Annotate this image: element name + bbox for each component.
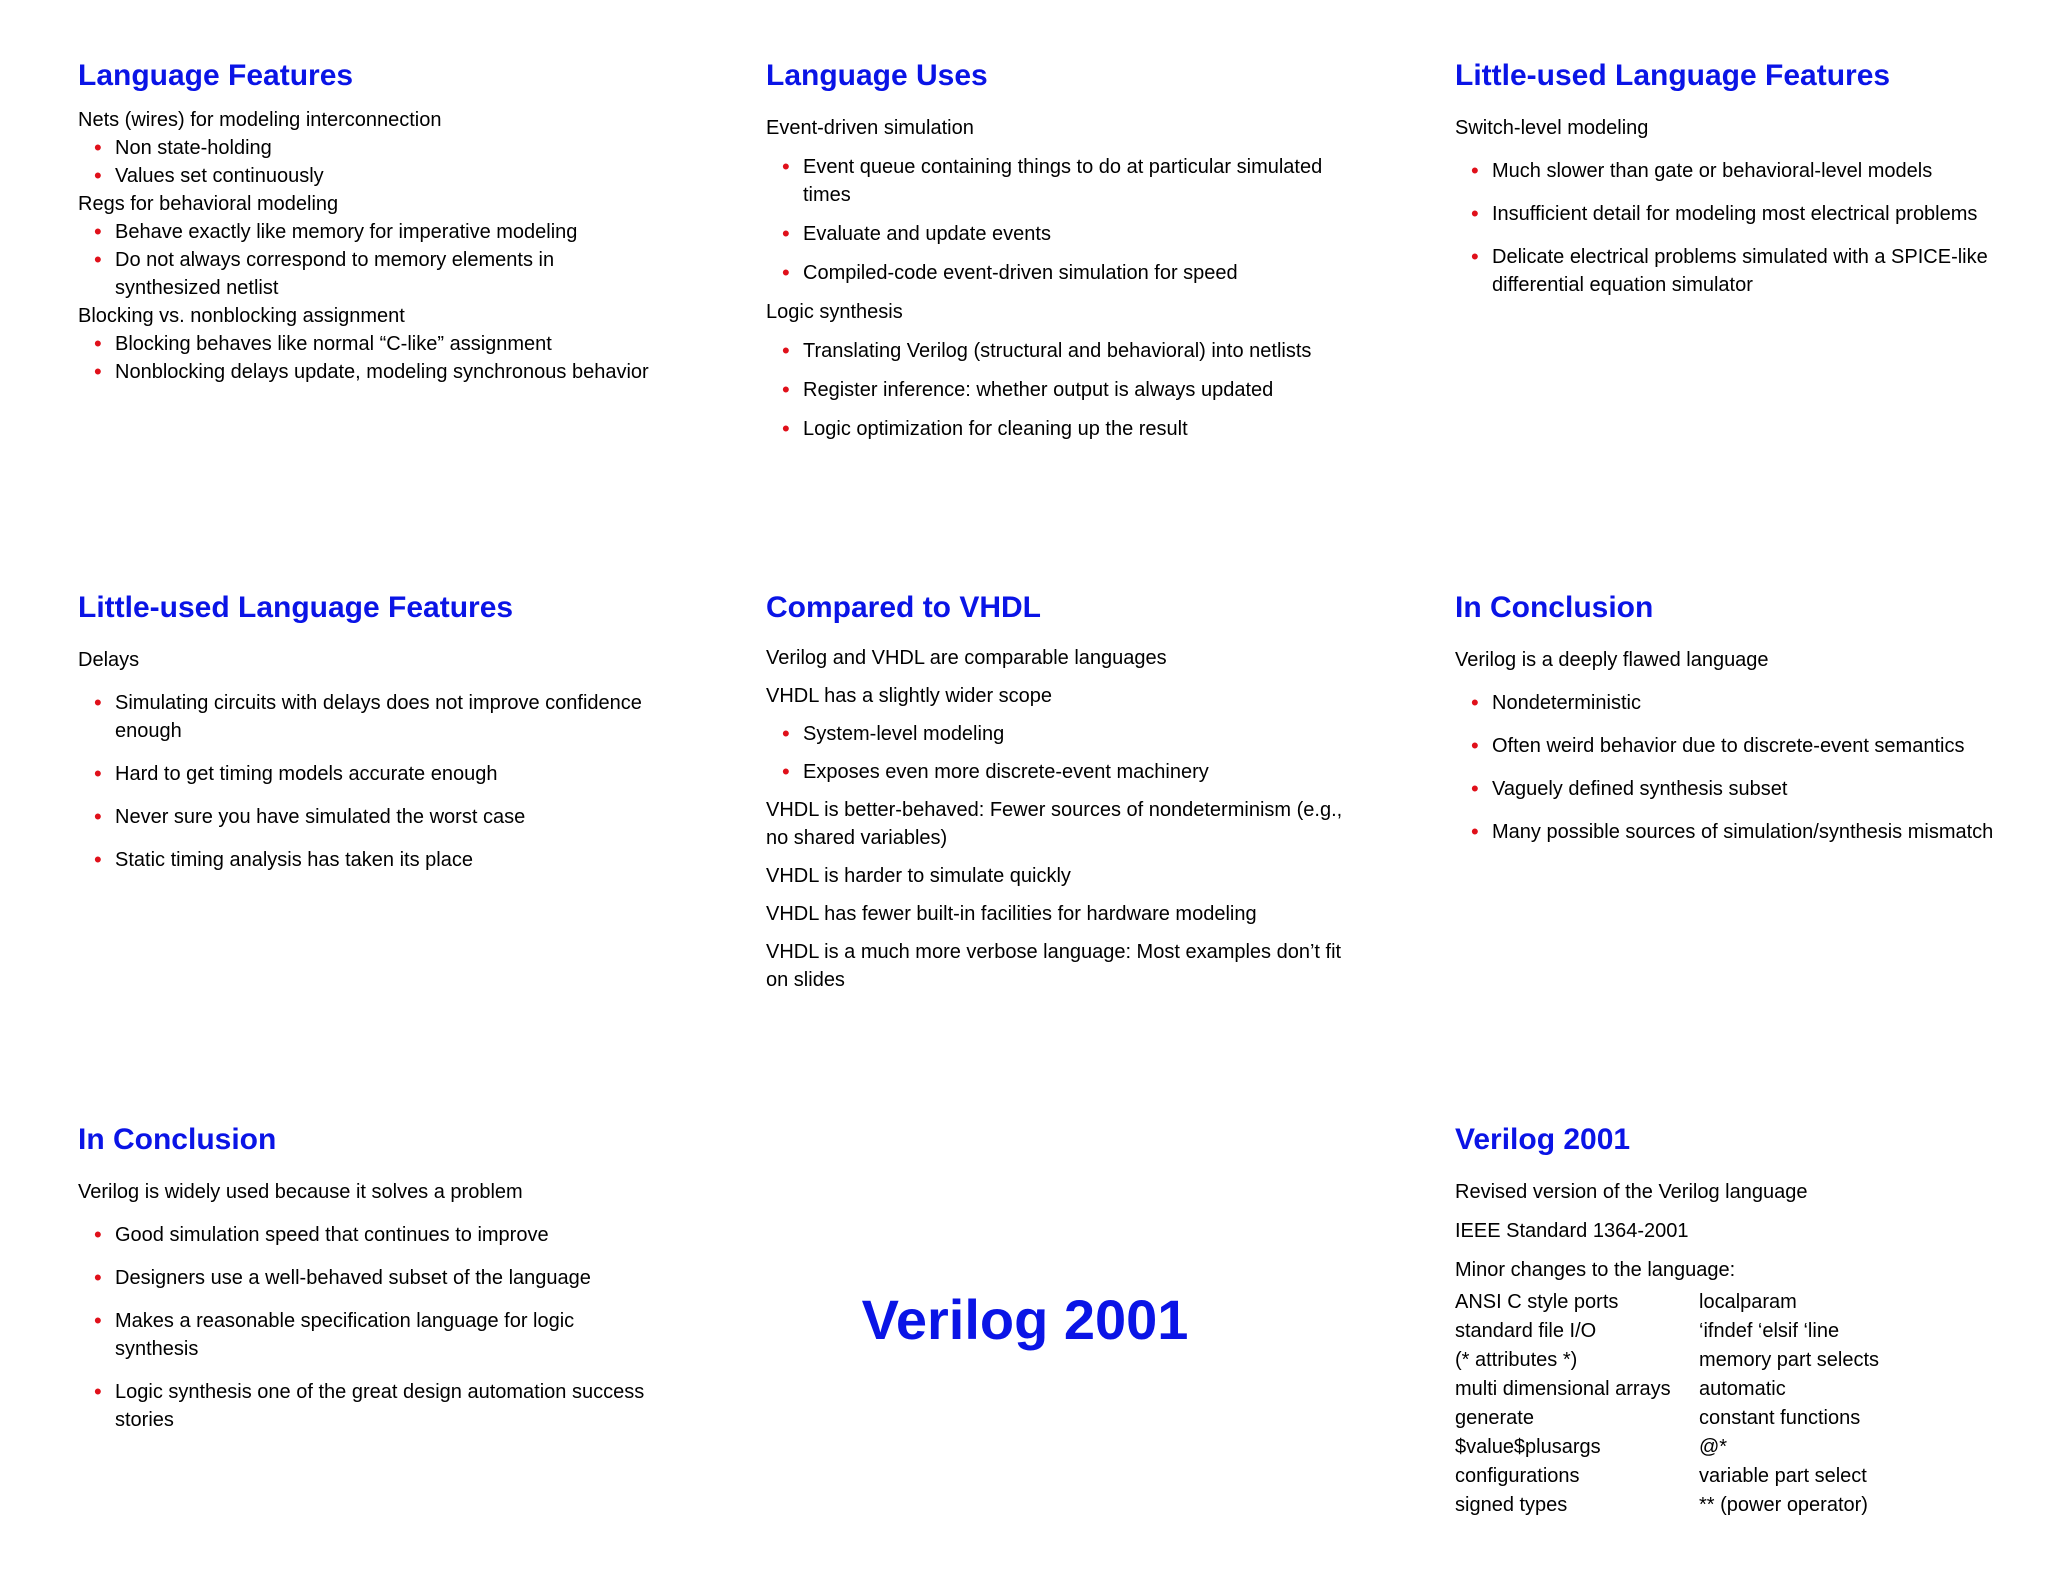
slide-little-used-features-switch (1455, 58, 2035, 299)
bullet-item (766, 153, 1346, 209)
slide-little-used-features-delays (78, 590, 658, 874)
bullet-item (1455, 157, 2035, 185)
bullet-text: Designers use a well-behaved subset of the language (115, 1267, 591, 1289)
slide-title: In Conclusion (78, 1123, 277, 1156)
bullet-item (78, 689, 658, 745)
bullet-dot-icon: • (1471, 690, 1479, 715)
bullet-item (78, 330, 658, 358)
bullet-text: Vaguely defined synthesis subset (1492, 778, 1788, 800)
list-item: Verilog is a deeply flawed language (1455, 649, 1769, 671)
bullet-text: Many possible sources of simulation/synthesis mismatch (1492, 821, 1994, 843)
bullet-text: Logic synthesis one of the great design automation success stories (115, 1381, 645, 1431)
slide-language-features (78, 58, 658, 386)
feature-cell: constant functions (1699, 1407, 1861, 1429)
bullet-text: Nonblocking delays update, modeling synchronous behavior (115, 361, 649, 383)
bullet-item (78, 1264, 658, 1292)
slide-title: Verilog 2001 (1455, 1123, 1631, 1156)
bullet-text: Event queue containing things to do at particular simulated times (803, 156, 1323, 206)
feature-cell: automatic (1699, 1378, 1786, 1400)
bullet-text: Hard to get timing models accurate enough (115, 763, 498, 785)
slide-title: Compared to VHDL (766, 591, 1042, 624)
bullet-text: Insufficient detail for modeling most electrical problems (1492, 203, 1978, 225)
feature-cell: $value$plusargs (1455, 1436, 1601, 1458)
bullet-text: Behave exactly like memory for imperative modeling (115, 221, 578, 243)
slide-title: Little-used Language Features (78, 591, 514, 624)
bullet-text: Good simulation speed that continues to improve (115, 1224, 549, 1246)
slide-body (1455, 114, 2035, 299)
bullet-dot-icon: • (94, 1379, 102, 1404)
slide-body (78, 106, 658, 386)
list-item: Nets (wires) for modeling interconnection (78, 109, 442, 131)
list-item: VHDL is a much more verbose language: Most examples don’t fit on slides (766, 941, 1342, 991)
bullet-item (78, 246, 658, 302)
feature-cell: standard file I/O (1455, 1320, 1597, 1342)
bullet-item (766, 259, 1346, 287)
bullet-dot-icon: • (94, 219, 102, 244)
slide-body (1455, 1178, 2035, 1284)
bullet-item (1455, 689, 2035, 717)
bullet-dot-icon: • (94, 135, 102, 160)
bullet-item (78, 218, 658, 246)
slide-title: Language Uses (766, 59, 988, 92)
list-item: IEEE Standard 1364-2001 (1455, 1220, 1689, 1242)
bullet-dot-icon: • (94, 163, 102, 188)
bullet-text: Delicate electrical problems simulated with a SPICE-like differential equation simulator (1492, 246, 1988, 296)
bullet-dot-icon: • (782, 759, 790, 784)
slide-verilog-2001-details (1455, 1122, 2035, 1520)
list-item: Verilog and VHDL are comparable languages (766, 647, 1167, 669)
list-item: Switch-level modeling (1455, 117, 1649, 139)
bullet-dot-icon: • (94, 804, 102, 829)
bullet-dot-icon: • (1471, 158, 1479, 183)
bullet-text: Often weird behavior due to discrete-event semantics (1492, 735, 1965, 757)
bullet-item (78, 803, 658, 831)
bullet-dot-icon: • (1471, 244, 1479, 269)
bullet-dot-icon: • (94, 1265, 102, 1290)
slide-body (1455, 646, 2035, 846)
bullet-text: Simulating circuits with delays does not improve confidence enough (115, 692, 642, 742)
bullet-text: Values set continuously (115, 165, 324, 187)
bullet-dot-icon: • (782, 416, 790, 441)
list-item: VHDL is harder to simulate quickly (766, 865, 1071, 887)
bullet-text: Compiled-code event-driven simulation for speed (803, 262, 1238, 284)
bullet-item (766, 415, 1346, 443)
bullet-item (766, 337, 1346, 365)
bullet-text: Blocking behaves like normal “C-like” assignment (115, 333, 552, 355)
feature-cell: multi dimensional arrays (1455, 1378, 1671, 1400)
list-item: Delays (78, 649, 140, 671)
list-item: Minor changes to the language: (1455, 1259, 1736, 1281)
bullet-dot-icon: • (94, 1222, 102, 1247)
feature-cell: signed types (1455, 1494, 1568, 1516)
bullet-item (766, 720, 1346, 748)
feature-cell: variable part select (1699, 1465, 1867, 1487)
bullet-item (78, 1307, 658, 1363)
bullet-item (78, 760, 658, 788)
feature-cell: (* attributes *) (1455, 1349, 1578, 1371)
list-item: Verilog is widely used because it solves a problem (78, 1181, 523, 1203)
bullet-dot-icon: • (782, 154, 790, 179)
bullet-item (1455, 732, 2035, 760)
bullet-dot-icon: • (782, 721, 790, 746)
bullet-item (766, 376, 1346, 404)
slide-language-uses (766, 58, 1346, 443)
bullet-dot-icon: • (1471, 201, 1479, 226)
bullet-dot-icon: • (94, 247, 102, 272)
feature-table (1455, 1288, 2035, 1520)
bullet-item (78, 162, 658, 190)
bullet-text: Exposes even more discrete-event machinery (803, 761, 1209, 783)
bullet-item (78, 358, 658, 386)
bullet-text: Much slower than gate or behavioral-level models (1492, 160, 1933, 182)
bullet-item (1455, 818, 2035, 846)
bullet-item (78, 1378, 658, 1434)
bullet-text: Logic optimization for cleaning up the result (803, 418, 1188, 440)
feature-cell: localparam (1699, 1291, 1797, 1313)
bullet-item (78, 134, 658, 162)
list-item: Revised version of the Verilog language (1455, 1181, 1808, 1203)
bullet-text: Do not always correspond to memory elements in synthesized netlist (115, 249, 555, 299)
list-item: VHDL has a slightly wider scope (766, 685, 1053, 707)
bullet-dot-icon: • (782, 260, 790, 285)
bullet-text: Makes a reasonable specification language for logic synthesis (115, 1310, 575, 1360)
bullet-item (766, 758, 1346, 786)
bullet-item (766, 220, 1346, 248)
slide-verilog-2001-title: Verilog 2001 (861, 1288, 1189, 1351)
bullet-text: Register inference: whether output is always updated (803, 379, 1274, 401)
slide-body (766, 644, 1346, 994)
bullet-dot-icon: • (782, 221, 790, 246)
slide-body (78, 1178, 658, 1434)
bullet-dot-icon: • (1471, 733, 1479, 758)
bullet-item (1455, 200, 2035, 228)
bullet-dot-icon: • (94, 761, 102, 786)
slide-title: Language Features (78, 59, 354, 92)
slide-title: In Conclusion (1455, 591, 1654, 624)
bullet-dot-icon: • (1471, 776, 1479, 801)
feature-cell: @* (1699, 1436, 1728, 1458)
list-item: Logic synthesis (766, 301, 903, 323)
feature-cell: ANSI C style ports (1455, 1291, 1619, 1313)
feature-cell: ** (power operator) (1699, 1494, 1868, 1516)
bullet-text: Never sure you have simulated the worst case (115, 806, 526, 828)
bullet-dot-icon: • (782, 338, 790, 363)
bullet-dot-icon: • (94, 1308, 102, 1333)
slide-body (766, 114, 1346, 443)
feature-cell: memory part selects (1699, 1349, 1880, 1371)
slide-in-conclusion-flawed (1455, 590, 2035, 846)
bullet-text: Evaluate and update events (803, 223, 1051, 245)
list-item: Event-driven simulation (766, 117, 974, 139)
bullet-text: System-level modeling (803, 723, 1005, 745)
slide-body (78, 646, 658, 874)
bullet-dot-icon: • (1471, 819, 1479, 844)
feature-cell: configurations (1455, 1465, 1580, 1487)
bullet-item (78, 846, 658, 874)
feature-cell: generate (1455, 1407, 1534, 1429)
list-item: Blocking vs. nonblocking assignment (78, 305, 405, 327)
bullet-text: Static timing analysis has taken its place (115, 849, 473, 871)
bullet-dot-icon: • (782, 377, 790, 402)
bullet-dot-icon: • (94, 331, 102, 356)
bullet-dot-icon: • (94, 690, 102, 715)
bullet-text: Nondeterministic (1492, 692, 1641, 714)
slide-compared-to-vhdl (766, 590, 1346, 994)
list-item: VHDL is better-behaved: Fewer sources of nondeterminism (e.g., no shared variables) (766, 799, 1343, 849)
bullet-text: Non state-holding (115, 137, 272, 159)
bullet-dot-icon: • (94, 847, 102, 872)
bullet-item (1455, 775, 2035, 803)
slide-in-conclusion-widely-used (78, 1122, 658, 1434)
list-item: Regs for behavioral modeling (78, 193, 339, 215)
bullet-dot-icon: • (94, 359, 102, 384)
slide-title: Little-used Language Features (1455, 59, 1891, 92)
list-item: VHDL has fewer built-in facilities for hardware modeling (766, 903, 1257, 925)
bullet-item (78, 1221, 658, 1249)
bullet-text: Translating Verilog (structural and behavioral) into netlists (803, 340, 1312, 362)
bullet-item (1455, 243, 2035, 299)
feature-cell: ‘ifndef ‘elsif ‘line (1699, 1320, 1840, 1342)
